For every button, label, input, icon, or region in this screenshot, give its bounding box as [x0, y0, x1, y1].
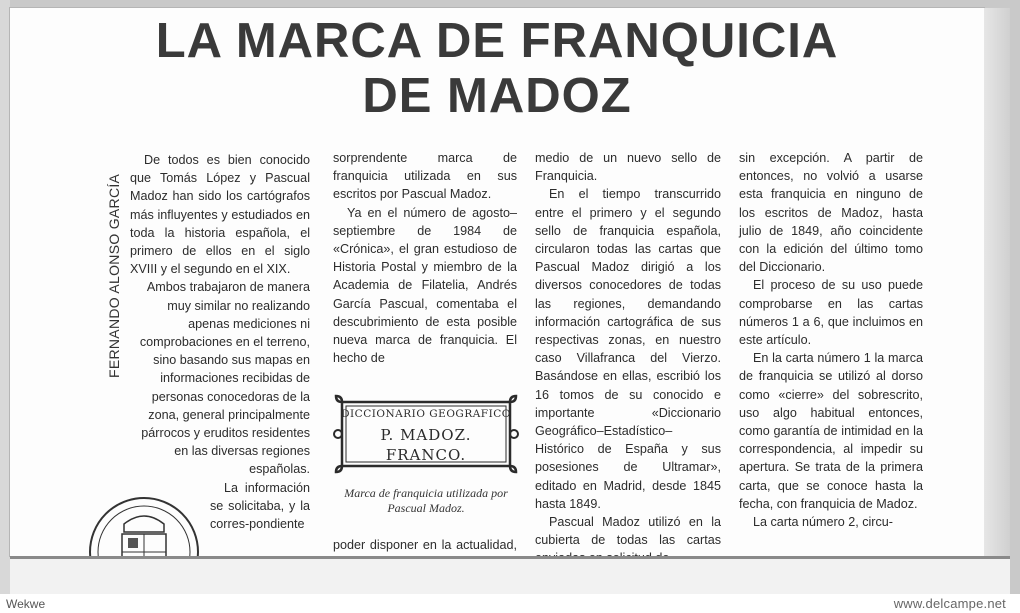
- franking-stamp-image: [328, 392, 524, 476]
- paragraph: sorprendente marca de franquicia utilizada en sus escritos por Pascual Madoz.: [333, 151, 517, 202]
- paragraph: poder disponer en la actualidad,: [333, 538, 517, 552]
- paragraph: En el tiempo transcurrido entre el primero y el segundo sello de franquicia española, circularon todas las cartas que Pascual Madoz dirigió a los diversos conocedores de todas las regiones, demandando información cartográfica de sus respectivas zonas, en nuestro caso Villafranca del Vierzo. Basándose en ellas, escribió los 16 tomos de su conocido e importante «Diccionario Geográfico–Estadístico–Histórico de España y sus posesiones de Ultramar», editado en Madrid, desde 1845 hasta 1849.: [535, 187, 721, 511]
- seller-name: Wekwe: [6, 597, 46, 611]
- paragraph: Pascual Madoz utilizó en la cubierta de todas las cartas: [535, 515, 721, 548]
- paragraph: sin excepción. A partir de entonces, no volvió a usarse esta franquicia en ninguno de los escritos de Madoz, hasta julio de 1849, año coincidente con la edición del último tomo del Diccionario.: [739, 151, 923, 275]
- paragraph: medio de un nuevo sello de Franquicia.: [535, 151, 721, 184]
- paragraph: El proceso de su uso puede comprobarse en las cartas números 1 a 6, que incluimos en este artículo.: [739, 278, 923, 348]
- paragraph: La información se solicitaba, y la corres-pondiente: [210, 480, 310, 532]
- article-title: [10, 14, 984, 124]
- stamp-caption: Marca de franquicia utilizada por Pascual Madoz.: [344, 486, 508, 515]
- paragraph: Ya en el número de agosto–septiembre de 1984 de «Crónica», el gran estudioso de Historia Postal y miembro de la Academia de Filatelia, Andrés García Pascual, comentaba el descubrimiento de esta posible nueva marca de franquicia. El hecho de: [333, 205, 517, 366]
- paragraph: De todos es bien conocido que Tomás López y Pascual Madoz han sido los cartógrafos más influyentes y estudiados en toda la historia española, el primero de ellos en el siglo XVIII y el segundo en el XIX.: [130, 153, 310, 277]
- author-byline: FERNANDO ALONSO GARCÍA: [106, 173, 122, 378]
- title-line-1: LA MARCA DE FRANQUICIA: [155, 14, 839, 68]
- paragraph: La carta número 2, circu-: [753, 515, 893, 530]
- stamp-line-3: FRANCO.: [385, 446, 467, 464]
- magazine-page: [10, 8, 984, 556]
- title-line-2: DE MADOZ: [362, 69, 632, 123]
- text-column-3: [535, 149, 721, 568]
- text-column-2: [333, 149, 517, 367]
- stamp-line-1: DICCIONARIO GEOGRAFICO: [341, 408, 511, 420]
- watermark-footer: [0, 594, 1020, 613]
- page-edge-shadow: [984, 8, 1010, 560]
- site-watermark: www.delcampe.net: [893, 596, 1006, 611]
- paragraph: Ambos trabajaron de manera muy similar no realizando apenas mediciones ni comprobaciones en el terreno, sino basando sus mapas en informaciones recibidas de personas conocedoras de la zona, general principalmente párrocos y eruditos residentes en las diversas regiones españolas.: [139, 280, 310, 477]
- scan-left-edge: [0, 0, 10, 594]
- paragraph: En la carta número 1 la marca de franquicia se utilizó al dorso como «cierre» del sobrescrito, uso algo habitual entonces, como garantía de intimidad en la correspondencia, al impedir su apertura. Se trata de la primera carta, que se conoce hasta la fecha, con franquicia de Madoz.: [739, 351, 923, 511]
- text-column-4: [739, 149, 923, 531]
- stamp-line-2: P. MADOZ.: [380, 426, 472, 444]
- text-column-1: [130, 151, 310, 533]
- scan-bottom-band: [10, 556, 1010, 597]
